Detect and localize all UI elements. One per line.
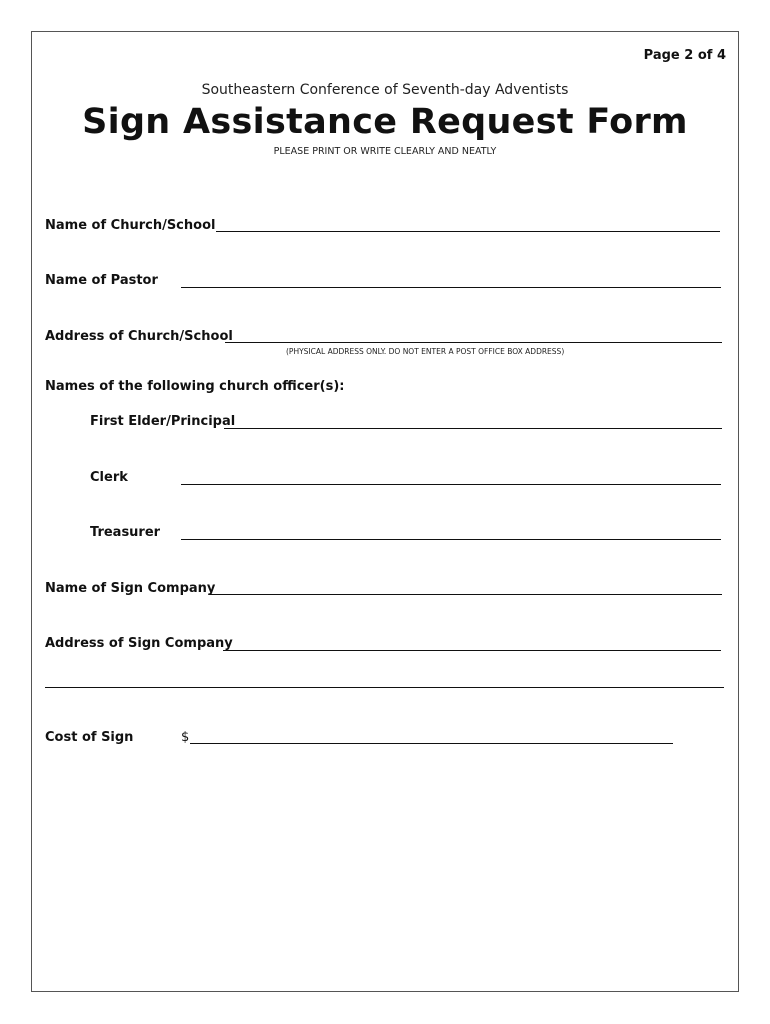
cost-of-sign-field[interactable]	[190, 743, 673, 744]
treasurer-field[interactable]	[181, 539, 721, 540]
sign-company-address-field-line2[interactable]	[45, 687, 724, 688]
currency-symbol: $	[181, 730, 190, 745]
page-indicator: Page 2 of 4	[643, 48, 726, 63]
organization-name: Southeastern Conference of Seventh-day Adventists	[201, 82, 569, 98]
first-elder-label: First Elder/Principal	[90, 414, 236, 429]
sign-company-name-label: Name of Sign Company	[45, 581, 216, 596]
sign-company-address-label: Address of Sign Company	[45, 636, 233, 651]
church-school-name-label: Name of Church/School	[45, 218, 216, 233]
pastor-name-label: Name of Pastor	[45, 273, 158, 288]
church-address-field[interactable]	[225, 342, 722, 343]
clerk-field[interactable]	[181, 484, 721, 485]
treasurer-label: Treasurer	[90, 525, 161, 540]
page-border	[31, 31, 739, 992]
clerk-label: Clerk	[90, 470, 128, 485]
form-instructions: PLEASE PRINT OR WRITE CLEARLY AND NEATLY	[273, 146, 497, 157]
cost-of-sign-label: Cost of Sign	[45, 730, 134, 745]
sign-company-name-field[interactable]	[210, 594, 722, 595]
church-address-note: (PHYSICAL ADDRESS ONLY. DO NOT ENTER A POST OFFICE BOX ADDRESS)	[286, 347, 565, 356]
officers-heading: Names of the following church officer(s):	[45, 379, 345, 394]
form-title: Sign Assistance Request Form	[82, 102, 688, 142]
church-address-label: Address of Church/School	[45, 329, 233, 344]
sign-company-address-field[interactable]	[223, 650, 721, 651]
first-elder-field[interactable]	[224, 428, 722, 429]
church-school-name-field[interactable]	[216, 231, 720, 232]
pastor-name-field[interactable]	[181, 287, 721, 288]
